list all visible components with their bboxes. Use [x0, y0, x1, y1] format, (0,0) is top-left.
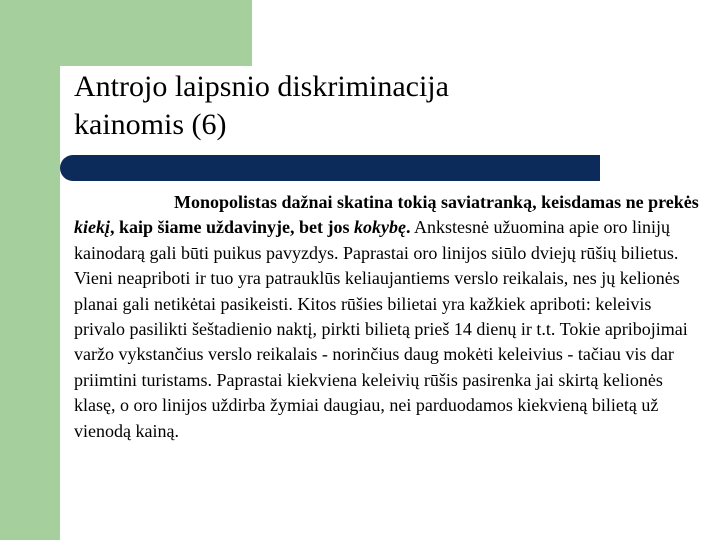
slide-title — [74, 68, 634, 144]
decorative-green-strip — [0, 66, 60, 540]
title-underline-bar — [60, 155, 600, 181]
body-bold-italic-kokybe: kokybę — [354, 217, 406, 238]
body-bold-text-2: , kaip šiame uždavinyje, bet jos — [110, 217, 355, 238]
body-bold-italic-kieki: kiekį — [74, 217, 110, 238]
body-bold-text-1: Monopolistas dažnai skatina tokią saviatranką, keisdamas ne prekės — [174, 192, 699, 212]
decorative-green-block — [0, 0, 252, 66]
slide-body-paragraph — [74, 190, 700, 444]
body-bold-text-3: . — [406, 217, 411, 238]
slide-title-line1: Antrojo laipsnio diskriminacija — [74, 70, 449, 103]
body-regular-text: Ankstesnė užuomina apie oro linijų kainodarą gali būti puikus pavyzdys. Paprastai oro linijos siūlo dviejų rūšių bilietus. Vieni neapriboti ir tuo yra patrauklūs keliaujantiems verslo reikalais, nes jų kelionės planai gali netikėtai pasikeisti. Kitos rūšies bilietai yra kažkiek apriboti: keleivis privalo pasilikti šeštadienio naktį, pirkti bilietą prieš 14 dienų ir t.t. Tokie apribojimai varžo vykstančius verslo reikalais - norinčius daug mokėti keleivius - tačiau vis dar priimtini turistams. Paprastai kiekviena keleivių rūšis pasirenka jai skirtą kelionės klasę, o oro linijos uždirba žymiai daugiau, nei parduodamos kiekvieną bilietą už vienodą kainą. — [74, 217, 688, 441]
slide-title-line2: kainomis (6) — [74, 108, 227, 141]
